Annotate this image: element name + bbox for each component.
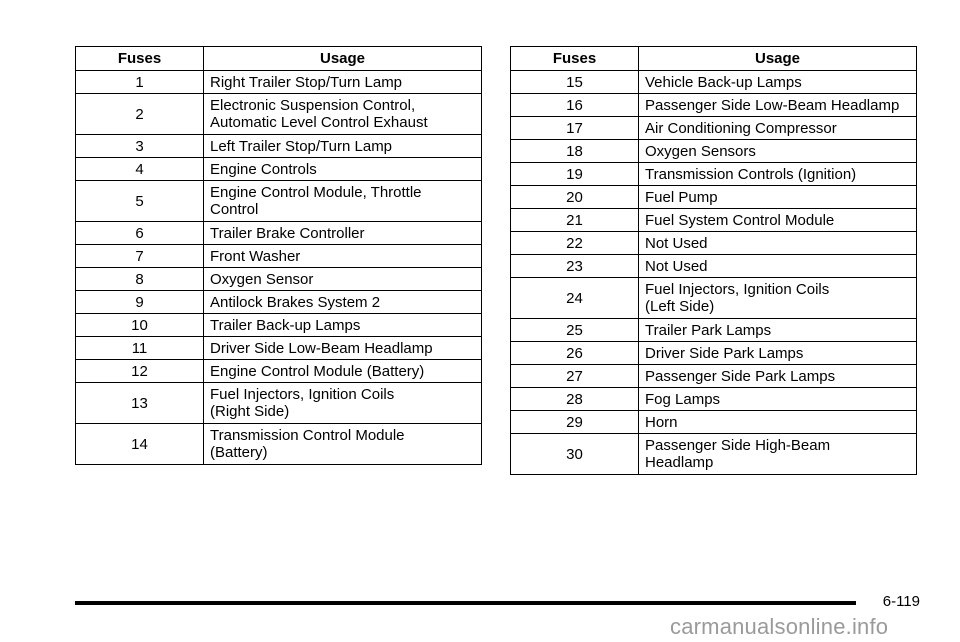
fuse-usage-cell: Engine Controls <box>204 158 482 181</box>
table-row <box>76 337 482 360</box>
fuse-usage-cell: Electronic Suspension Control, Automatic Level Control Exhaust <box>204 94 482 135</box>
fuse-number-cell: 21 <box>511 209 639 232</box>
fuse-usage-cell: Right Trailer Stop/Turn Lamp <box>204 71 482 94</box>
table-row <box>76 71 482 94</box>
fuse-number-cell: 7 <box>76 245 204 268</box>
table-row <box>511 140 917 163</box>
fuse-number-cell: 6 <box>76 222 204 245</box>
usage-column-header: Usage <box>639 47 917 71</box>
fuse-usage-cell: Vehicle Back-up Lamps <box>639 71 917 94</box>
table-row <box>511 71 917 94</box>
fuse-number-cell: 24 <box>511 278 639 319</box>
fuse-number-cell: 10 <box>76 314 204 337</box>
table-row <box>76 181 482 222</box>
table-row <box>76 383 482 424</box>
fuse-table-right <box>510 46 917 475</box>
fuse-usage-cell: Engine Control Module (Battery) <box>204 360 482 383</box>
fuse-usage-cell: Driver Side Low-Beam Headlamp <box>204 337 482 360</box>
fuse-number-cell: 8 <box>76 268 204 291</box>
table-row <box>76 360 482 383</box>
fuse-number-cell: 26 <box>511 342 639 365</box>
fuse-number-cell: 5 <box>76 181 204 222</box>
fuse-usage-cell: Oxygen Sensors <box>639 140 917 163</box>
fuse-usage-cell: Antilock Brakes System 2 <box>204 291 482 314</box>
fuse-usage-cell: Fuel Injectors, Ignition Coils (Right Side) <box>204 383 482 424</box>
fuse-usage-cell: Engine Control Module, Throttle Control <box>204 181 482 222</box>
fuse-usage-cell: Oxygen Sensor <box>204 268 482 291</box>
fuses-column-header: Fuses <box>511 47 639 71</box>
table-row <box>511 278 917 319</box>
table-row <box>511 342 917 365</box>
table-row <box>76 94 482 135</box>
table-row <box>511 319 917 342</box>
fuse-usage-cell: Driver Side Park Lamps <box>639 342 917 365</box>
table-row <box>511 434 917 475</box>
table-row <box>511 232 917 255</box>
fuse-usage-cell: Not Used <box>639 255 917 278</box>
table-row <box>511 388 917 411</box>
fuse-usage-cell: Transmission Control Module (Battery) <box>204 424 482 465</box>
table-row <box>76 291 482 314</box>
fuse-usage-cell: Trailer Park Lamps <box>639 319 917 342</box>
fuse-number-cell: 17 <box>511 117 639 140</box>
fuse-number-cell: 29 <box>511 411 639 434</box>
fuse-usage-cell: Passenger Side High-Beam Headlamp <box>639 434 917 475</box>
table-row <box>76 135 482 158</box>
fuse-usage-cell: Left Trailer Stop/Turn Lamp <box>204 135 482 158</box>
fuse-usage-cell: Fuel Injectors, Ignition Coils (Left Side) <box>639 278 917 319</box>
table-row <box>511 209 917 232</box>
fuse-usage-cell: Fuel System Control Module <box>639 209 917 232</box>
table-row <box>511 411 917 434</box>
fuse-number-cell: 4 <box>76 158 204 181</box>
table-row <box>76 222 482 245</box>
fuse-table-left <box>75 46 482 465</box>
usage-column-header: Usage <box>204 47 482 71</box>
fuse-number-cell: 19 <box>511 163 639 186</box>
table-row <box>76 245 482 268</box>
footer-rule <box>75 601 856 605</box>
table-row <box>511 117 917 140</box>
fuse-number-cell: 23 <box>511 255 639 278</box>
fuse-number-cell: 1 <box>76 71 204 94</box>
fuse-usage-cell: Transmission Controls (Ignition) <box>639 163 917 186</box>
fuses-column-header: Fuses <box>76 47 204 71</box>
fuse-usage-cell: Front Washer <box>204 245 482 268</box>
table-row <box>511 94 917 117</box>
fuse-usage-cell: Fuel Pump <box>639 186 917 209</box>
fuse-usage-cell: Passenger Side Park Lamps <box>639 365 917 388</box>
fuse-number-cell: 14 <box>76 424 204 465</box>
fuse-usage-cell: Trailer Brake Controller <box>204 222 482 245</box>
fuse-number-cell: 16 <box>511 94 639 117</box>
fuse-number-cell: 12 <box>76 360 204 383</box>
fuse-number-cell: 25 <box>511 319 639 342</box>
fuse-usage-cell: Not Used <box>639 232 917 255</box>
table-row <box>511 186 917 209</box>
table-row <box>76 158 482 181</box>
watermark: carmanualsonline.info <box>670 614 889 639</box>
fuse-number-cell: 28 <box>511 388 639 411</box>
fuse-number-cell: 11 <box>76 337 204 360</box>
table-header-row <box>76 47 482 71</box>
table-header-row <box>511 47 917 71</box>
fuse-usage-cell: Trailer Back-up Lamps <box>204 314 482 337</box>
fuse-usage-cell: Air Conditioning Compressor <box>639 117 917 140</box>
fuse-usage-cell: Horn <box>639 411 917 434</box>
fuse-number-cell: 13 <box>76 383 204 424</box>
fuse-number-cell: 30 <box>511 434 639 475</box>
fuse-usage-cell: Passenger Side Low-Beam Headlamp <box>639 94 917 117</box>
table-row <box>76 424 482 465</box>
table-row <box>511 163 917 186</box>
fuse-usage-cell: Fog Lamps <box>639 388 917 411</box>
fuse-number-cell: 9 <box>76 291 204 314</box>
fuse-number-cell: 3 <box>76 135 204 158</box>
fuse-number-cell: 18 <box>511 140 639 163</box>
fuse-number-cell: 2 <box>76 94 204 135</box>
fuse-number-cell: 20 <box>511 186 639 209</box>
fuse-number-cell: 22 <box>511 232 639 255</box>
page-number: 6-119 <box>882 593 920 610</box>
fuse-number-cell: 15 <box>511 71 639 94</box>
table-row <box>511 255 917 278</box>
table-row <box>76 268 482 291</box>
fuse-number-cell: 27 <box>511 365 639 388</box>
table-row <box>76 314 482 337</box>
table-row <box>511 365 917 388</box>
